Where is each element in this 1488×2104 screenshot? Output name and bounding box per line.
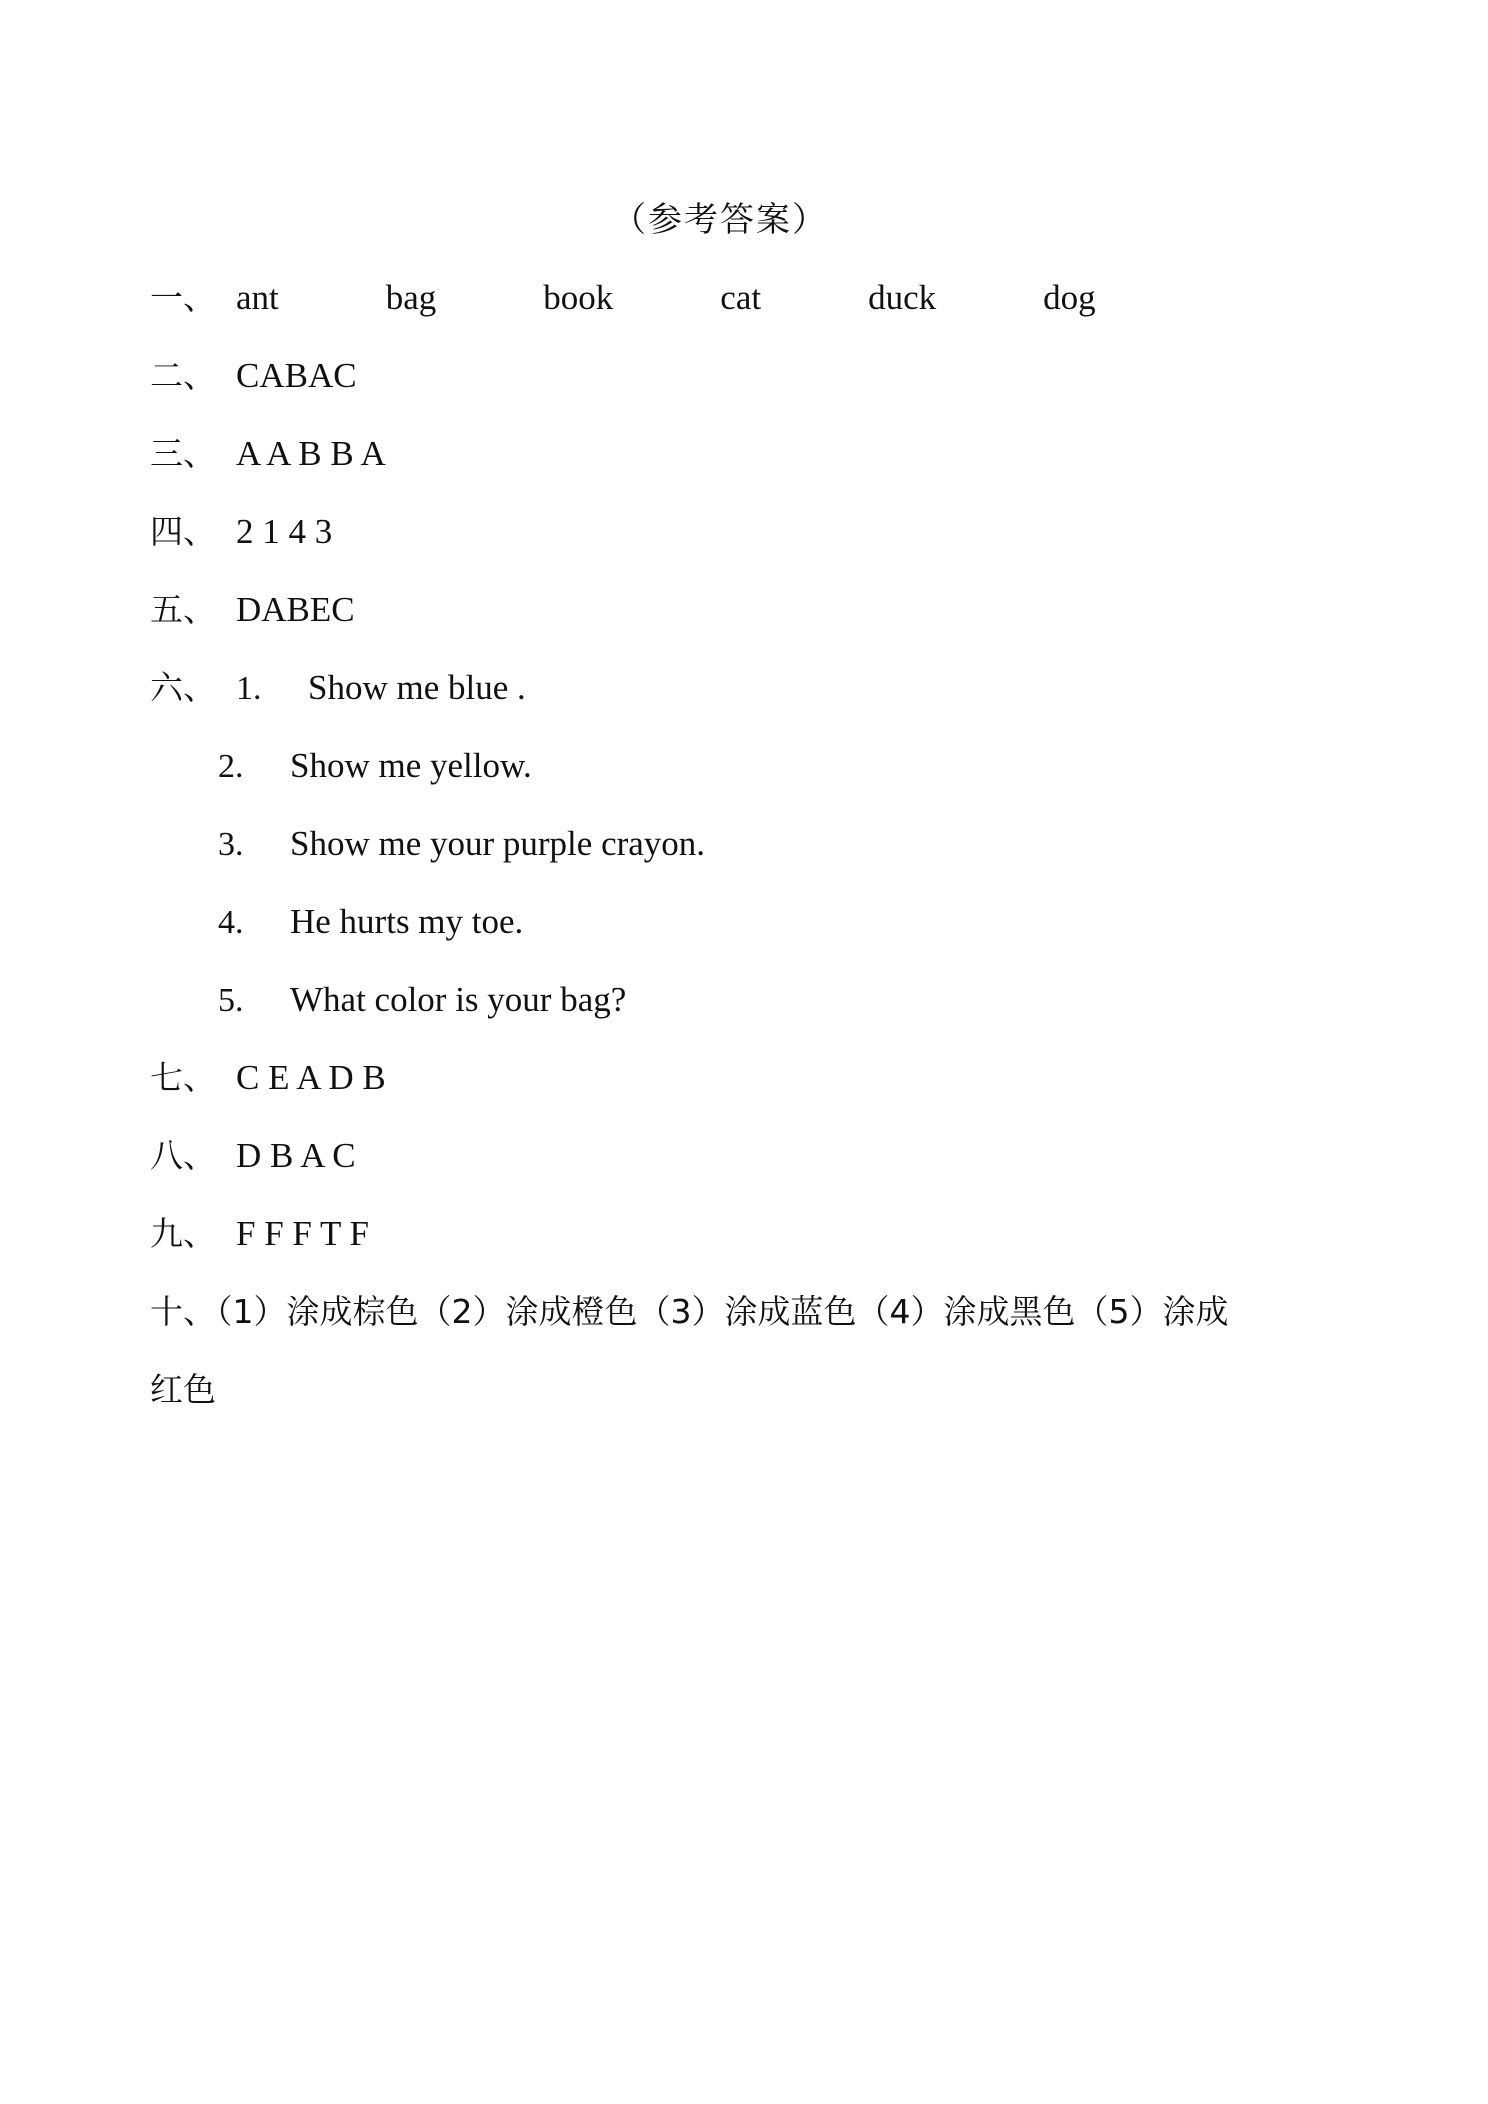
answer-row-8 <box>150 1132 356 1180</box>
answer-text: D B A C <box>236 1136 356 1175</box>
answer-row-1 <box>150 274 1096 322</box>
sub-number: 2. <box>218 748 244 785</box>
sub-answer-text: What color is your bag? <box>290 980 627 1019</box>
answer-text: C E A D B <box>236 1058 386 1097</box>
sub-answer-text: Show me your purple crayon. <box>290 824 706 863</box>
sub-number: 5. <box>218 982 244 1019</box>
answer-subrow-6-5 <box>218 976 626 1025</box>
answer-row-10-line2: 红色 <box>150 1370 216 1409</box>
document-title: （参考答案） <box>612 200 828 240</box>
answer-row-3 <box>150 430 386 478</box>
answer-text: CABAC <box>236 356 357 395</box>
sub-answer-text: He hurts my toe. <box>290 902 524 941</box>
answer-row-5 <box>150 586 355 634</box>
answer-subrow-6-3 <box>218 820 705 869</box>
answer-subrow-6-4 <box>218 898 523 947</box>
answer-row-7 <box>150 1054 386 1102</box>
section-number: 九、 <box>150 1214 216 1253</box>
sub-answer-text: Show me yellow. <box>290 746 532 785</box>
section-number: 八、 <box>150 1136 216 1175</box>
section-number: 七、 <box>150 1058 216 1097</box>
answer-text: F F F T F <box>236 1214 369 1253</box>
sub-number: 1. <box>236 670 262 707</box>
answer-row-2 <box>150 352 357 400</box>
section-number: 一、 <box>150 278 216 317</box>
answer-subrow-6-2 <box>218 742 532 791</box>
answer-text: A A B B A <box>236 434 386 473</box>
answer-text: ant bag book cat duck dog <box>236 278 1096 317</box>
section-number: 四、 <box>150 512 216 551</box>
answer-row-6 <box>150 664 526 713</box>
answer-row-10-line1: 十、（1）涂成棕色（2）涂成橙色（3）涂成蓝色（4）涂成黑色（5）涂成 <box>150 1292 1229 1331</box>
answer-text: DABEC <box>236 590 355 629</box>
answer-row-4 <box>150 508 332 556</box>
section-number: 三、 <box>150 434 216 473</box>
answer-text: 2 1 4 3 <box>236 512 333 551</box>
sub-number: 4. <box>218 904 244 941</box>
section-number: 六、 <box>150 668 216 707</box>
section-number: 五、 <box>150 590 216 629</box>
section-number: 二、 <box>150 356 216 395</box>
answer-row-9 <box>150 1210 369 1258</box>
sub-number: 3. <box>218 826 244 863</box>
answer-text: Show me blue . <box>308 668 526 707</box>
